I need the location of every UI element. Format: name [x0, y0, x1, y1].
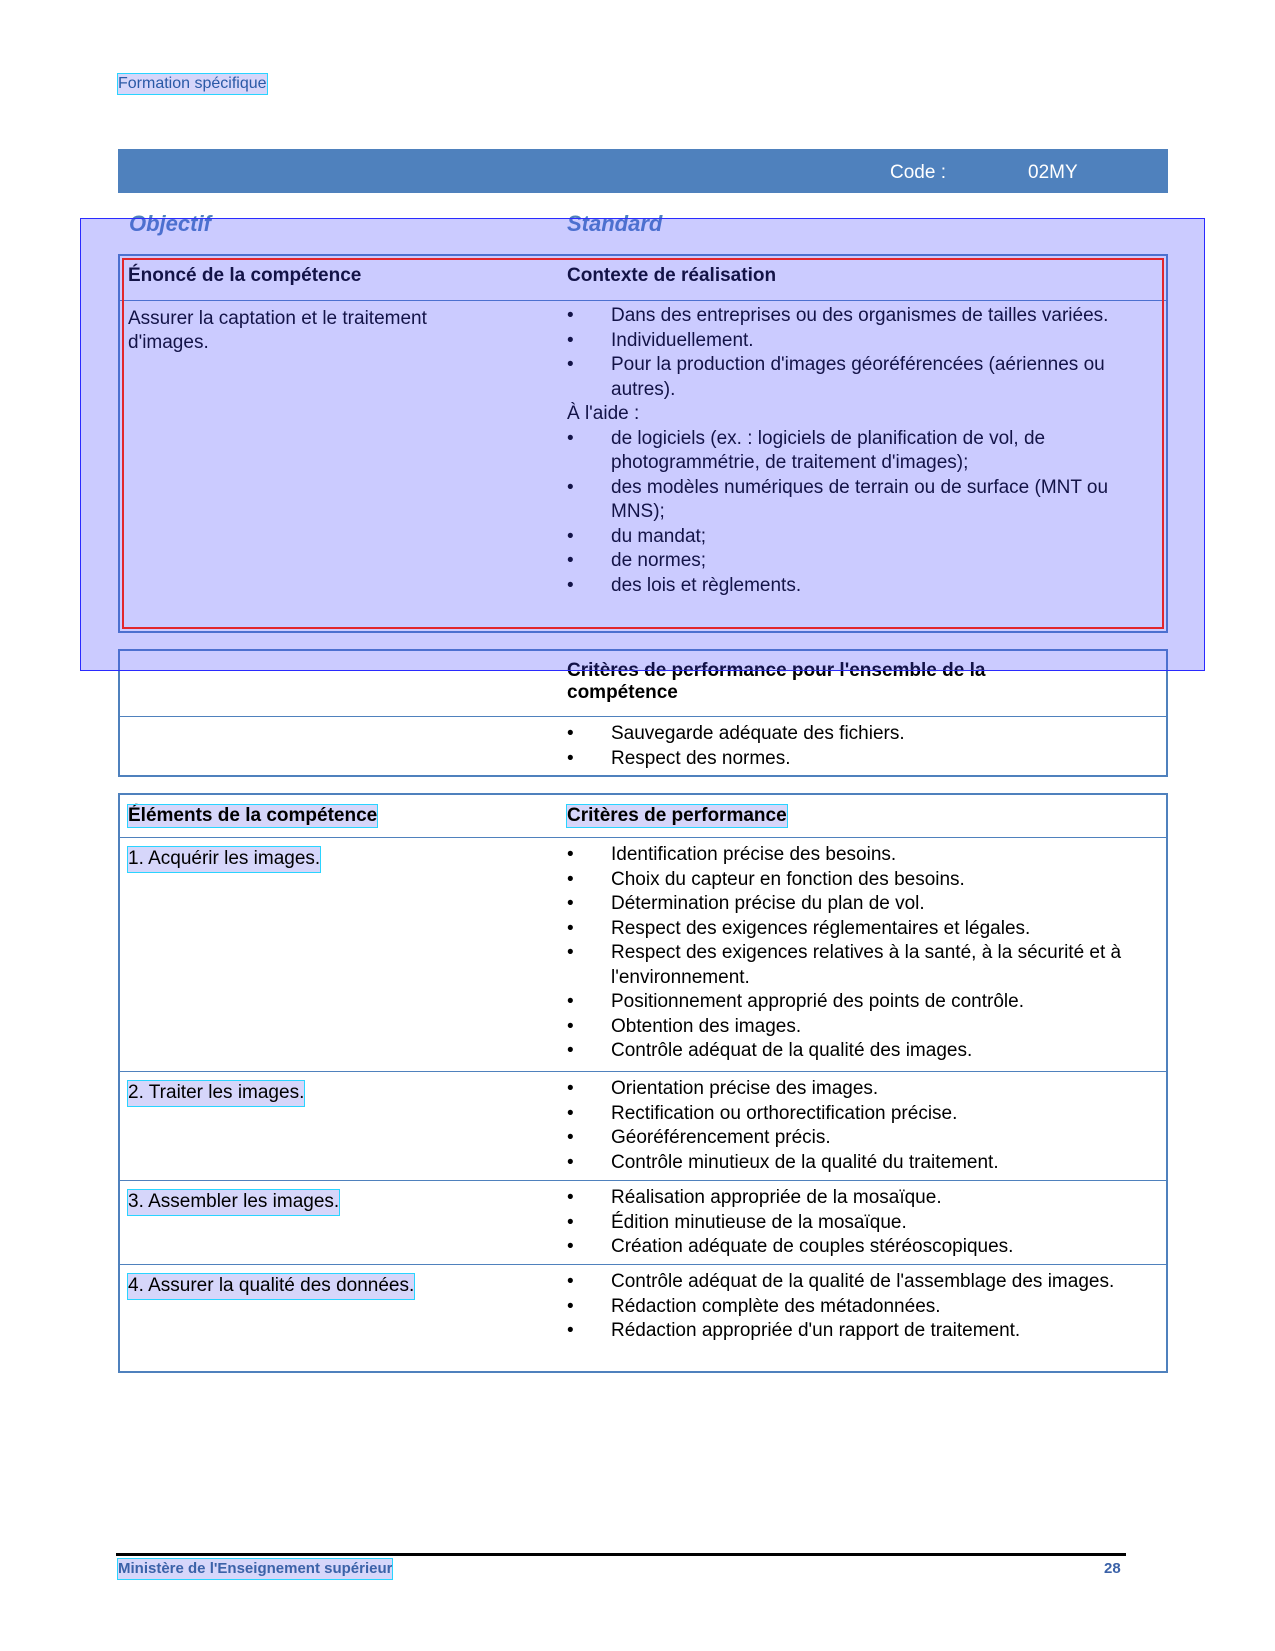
criteria-column-3 [567, 1186, 1155, 1260]
statement-line-2: d'images. [128, 332, 209, 353]
aide-item: • du mandat; [567, 525, 1155, 550]
criteria-item: • Respect des normes. [567, 747, 1155, 772]
table-divider [120, 837, 1166, 838]
element-4: 4. Assurer la qualité des données. [128, 1274, 414, 1299]
criteria-item: • Détermination précise du plan de vol. [567, 892, 1155, 917]
context-item: • Dans des entreprises ou des organismes de tailles variées. [567, 304, 1155, 329]
criteria-item: • Rectification ou orthorectification précise. [567, 1102, 1155, 1127]
element-2: 2. Traiter les images. [128, 1081, 304, 1106]
aide-item: • de normes; [567, 549, 1155, 574]
criteria-item: • Obtention des images. [567, 1015, 1155, 1040]
statement-header: Énoncé de la compétence [128, 265, 362, 286]
criteria-item: • Respect des exigences relatives à la santé, à la sécurité et à l'environnement. [567, 941, 1155, 990]
criteria-item: • Contrôle minutieux de la qualité du traitement. [567, 1151, 1155, 1176]
criteria-item: • Respect des exigences réglementaires et légales. [567, 917, 1155, 942]
criteria-item: • Contrôle adéquat de la qualité des images. [567, 1039, 1155, 1064]
objectif-heading: Objectif [129, 211, 211, 236]
competency-title-bar [118, 149, 1168, 193]
footer-rule [116, 1553, 1126, 1556]
table-divider [120, 1180, 1166, 1181]
criteria-item: • Choix du capteur en fonction des besoins. [567, 868, 1155, 893]
global-criteria-list [567, 722, 1155, 771]
criteria-item: • Orientation précise des images. [567, 1077, 1155, 1102]
global-criteria-header: Critères de performance pour l'ensemble de la compétence [567, 660, 986, 703]
criteria-item: • Création adéquate de couples stéréoscopiques. [567, 1235, 1155, 1260]
statement-line-1: Assurer la captation et le traitement [128, 308, 427, 329]
criteria-list [567, 843, 1155, 1064]
criteria-item: • Rédaction appropriée d'un rapport de traitement. [567, 1319, 1155, 1344]
criteria-item: • Édition minutieuse de la mosaïque. [567, 1211, 1155, 1236]
criteria-column-4 [567, 1270, 1155, 1344]
context-item: • Pour la production d'images géoréférencées (aériennes ou autres). [567, 353, 1155, 402]
criteria-list [567, 1186, 1155, 1260]
footer-ministry: Ministère de l'Enseignement supérieur [118, 1560, 393, 1577]
criteria-item: • Positionnement approprié des points de contrôle. [567, 990, 1155, 1015]
aide-item: • des modèles numériques de terrain ou de surface (MNT ou MNS); [567, 476, 1155, 525]
criteria-item: • Identification précise des besoins. [567, 843, 1155, 868]
criteria-list [567, 1270, 1155, 1344]
criteria-item: • Rédaction complète des métadonnées. [567, 1295, 1155, 1320]
criteria-column-1 [567, 843, 1155, 1064]
standard-heading: Standard [567, 211, 663, 236]
aide-item: • des lois et règlements. [567, 574, 1155, 599]
section-label: Formation spécifique [118, 75, 267, 92]
criteria-list [567, 1077, 1155, 1175]
criteria-item: • Réalisation appropriée de la mosaïque. [567, 1186, 1155, 1211]
page-number: 28 [1104, 1560, 1121, 1577]
selected-table-outline [122, 258, 1164, 629]
criteria-item: • Contrôle adéquat de la qualité de l'assemblage des images. [567, 1270, 1155, 1295]
criteria-item: • Géoréférencement précis. [567, 1126, 1155, 1151]
table-divider [120, 1264, 1166, 1265]
code-value: 02MY [1028, 162, 1078, 183]
context-header: Contexte de réalisation [567, 265, 777, 286]
criteria-item: • Sauvegarde adéquate des fichiers. [567, 722, 1155, 747]
table-divider [120, 716, 1166, 717]
table-divider [120, 1071, 1166, 1072]
criteria-column-2 [567, 1077, 1155, 1175]
aide-label: À l'aide : [567, 403, 640, 424]
code-label: Code : [890, 162, 946, 183]
element-3: 3. Assembler les images. [128, 1190, 339, 1215]
global-criteria-column [567, 722, 1155, 771]
performance-header: Critères de performance [567, 805, 787, 826]
element-1: 1. Acquérir les images. [128, 847, 320, 872]
elements-header: Éléments de la compétence [128, 805, 378, 826]
context-item: • Individuellement. [567, 329, 1155, 354]
aide-item: • de logiciels (ex. : logiciels de planification de vol, de photogrammétrie, de traitement d'images); [567, 427, 1155, 476]
